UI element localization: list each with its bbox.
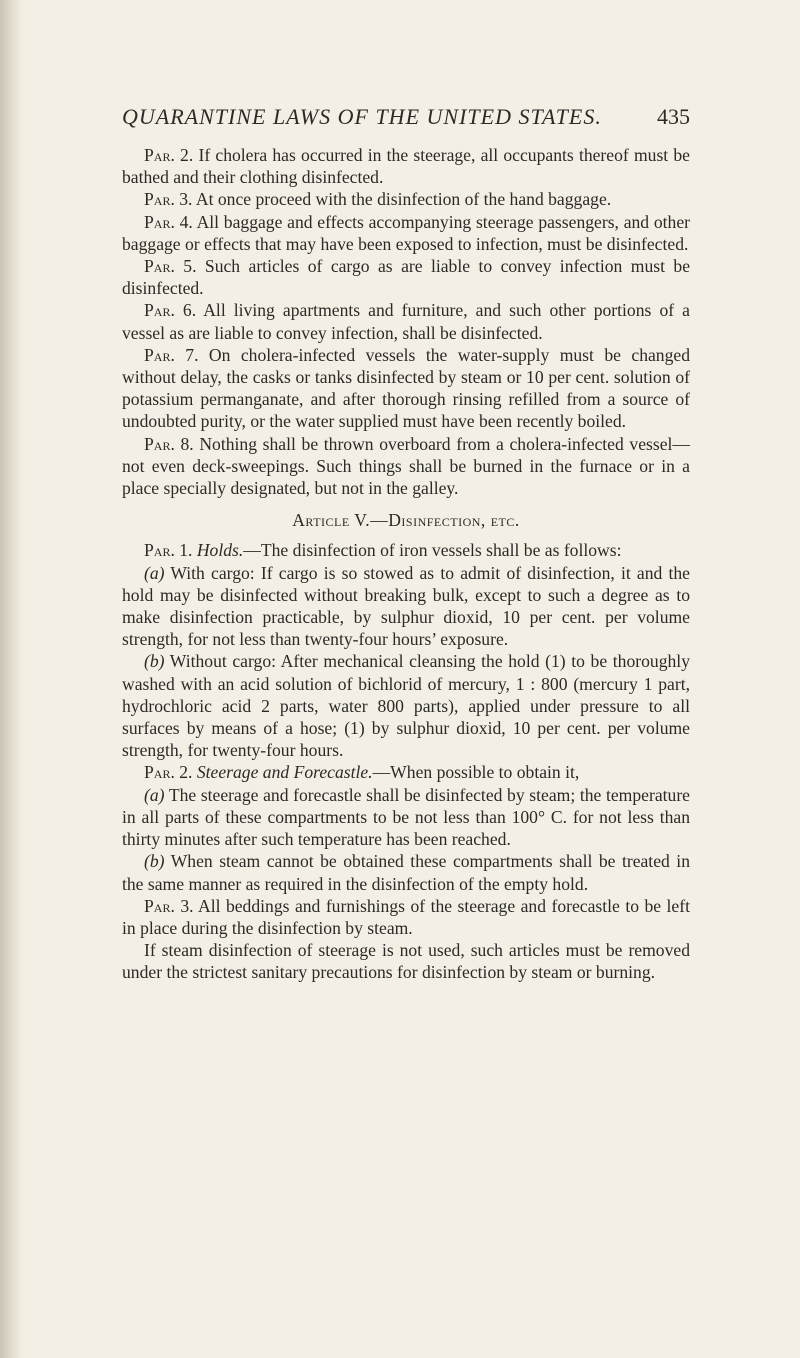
book-page: [122, 104, 690, 984]
par-text: All baggage and effects accompanying steerage passengers, and other baggage or effects that may have been exposed to infection, must be disinfected.: [122, 211, 690, 254]
paragraph-par-5: [122, 255, 690, 299]
par-text: All beddings and furnishings of the steerage and forecastle to be left in place during the disinfection by steam.: [122, 895, 690, 938]
page-number: 435: [657, 104, 690, 129]
par-label: Par. 2.: [144, 145, 194, 165]
par-text: If steam disinfection of steerage is not used, such articles must be removed under the strictest sanitary precautions for disinfection by steam or burning.: [122, 940, 690, 983]
article-par-2: [122, 761, 690, 783]
running-title: QUARANTINE LAWS OF THE UNITED STATES.: [122, 104, 602, 129]
par-label: Par. 7.: [144, 344, 199, 365]
par-label: Par. 2.: [144, 762, 193, 783]
par-label: Par. 3.: [144, 895, 194, 916]
par-title: (a): [144, 562, 165, 583]
par-text: At once proceed with the disinfection of the hand baggage.: [192, 189, 612, 210]
article-par-3-note: [122, 939, 690, 983]
par-text: If cholera has occurred in the steerage, all occupants thereof must be bathed and their clothing disinfected.: [122, 145, 690, 188]
article-par-2b: [122, 850, 690, 894]
paragraph-par-2: [122, 144, 690, 188]
par-label: Par. 3.: [144, 189, 193, 210]
paragraph-par-6: [122, 299, 690, 343]
binding-shadow: [0, 0, 22, 1358]
par-label: Par. 1.: [144, 540, 193, 561]
par-title: Steerage and Forecastle.: [192, 762, 373, 783]
article-par-2a: [122, 784, 690, 851]
par-text: Such articles of cargo as are liable to convey infection must be disinfected.: [122, 256, 691, 299]
par-title: Holds.: [192, 540, 244, 561]
article-par-1b: [122, 650, 690, 761]
par-text: The steerage and forecastle shall be disinfected by steam; the temperature in all parts of these compartments to be not less than 100° C. for not less than thirty minutes after such temperature has been reached.: [122, 784, 690, 850]
par-text: Nothing shall be thrown overboard from a cholera-infected vessel—not even deck-sweepings. Such things shall be burned in the furnace or in a place specially designated, but not in the galley.: [122, 433, 691, 499]
article-par-1: [122, 539, 690, 561]
par-text: With cargo: If cargo is so stowed as to admit of disinfection, it and the hold may be disinfected without breaking bulk, except to such a degree as to make disinfection practicable, by sulphur dioxid, 10 per cent. per volume strength, for not less than twenty-four hours’ exposure.: [122, 562, 690, 650]
running-head: [122, 104, 690, 130]
par-text: —The disinfection of iron vessels shall be as follows:: [243, 540, 622, 561]
par-text: All living apartments and furniture, and such other portions of a vessel as are liable to convey infection, shall be disinfected.: [122, 300, 690, 343]
par-title: (b): [144, 851, 165, 872]
article-par-3: [122, 895, 690, 939]
par-text: When steam cannot be obtained these compartments shall be treated in the same manner as required in the disinfection of the empty hold.: [122, 851, 690, 894]
par-title: (b): [144, 651, 165, 672]
par-text: Without cargo: After mechanical cleansing the hold (1) to be thoroughly washed with an acid solution of bichlorid of mercury, 1 : 800 (mercury 1 part, hydrochloric acid 2 parts, water 800 parts), applied under pressure to all surfaces by means of a hose; (1) by sulphur dioxid, 10 per cent. per volume strength, for twenty-four hours.: [122, 651, 690, 761]
par-text: —When possible to obtain it,: [372, 762, 580, 783]
article-heading: Article V.—Disinfection, etc.: [292, 510, 520, 531]
paragraph-par-4: [122, 211, 690, 255]
par-title: (a): [144, 784, 165, 805]
par-label: Par. 4.: [144, 211, 193, 232]
paragraph-par-7: [122, 344, 690, 433]
par-label: Par. 6.: [144, 300, 197, 321]
par-label: Par. 5.: [144, 256, 197, 277]
par-text: On cholera-infected vessels the water-supply must be changed without delay, the casks or tanks disinfected by steam or 10 per cent. solution of potassium permanganate, and after thorough rinsing refilled from a source of undoubted purity, or the water supplied must have been recently boiled.: [122, 344, 690, 432]
par-label: Par. 8.: [144, 433, 194, 454]
paragraph-par-8: [122, 433, 690, 500]
paragraph-par-3: [122, 188, 690, 210]
article-par-1a: [122, 562, 690, 651]
